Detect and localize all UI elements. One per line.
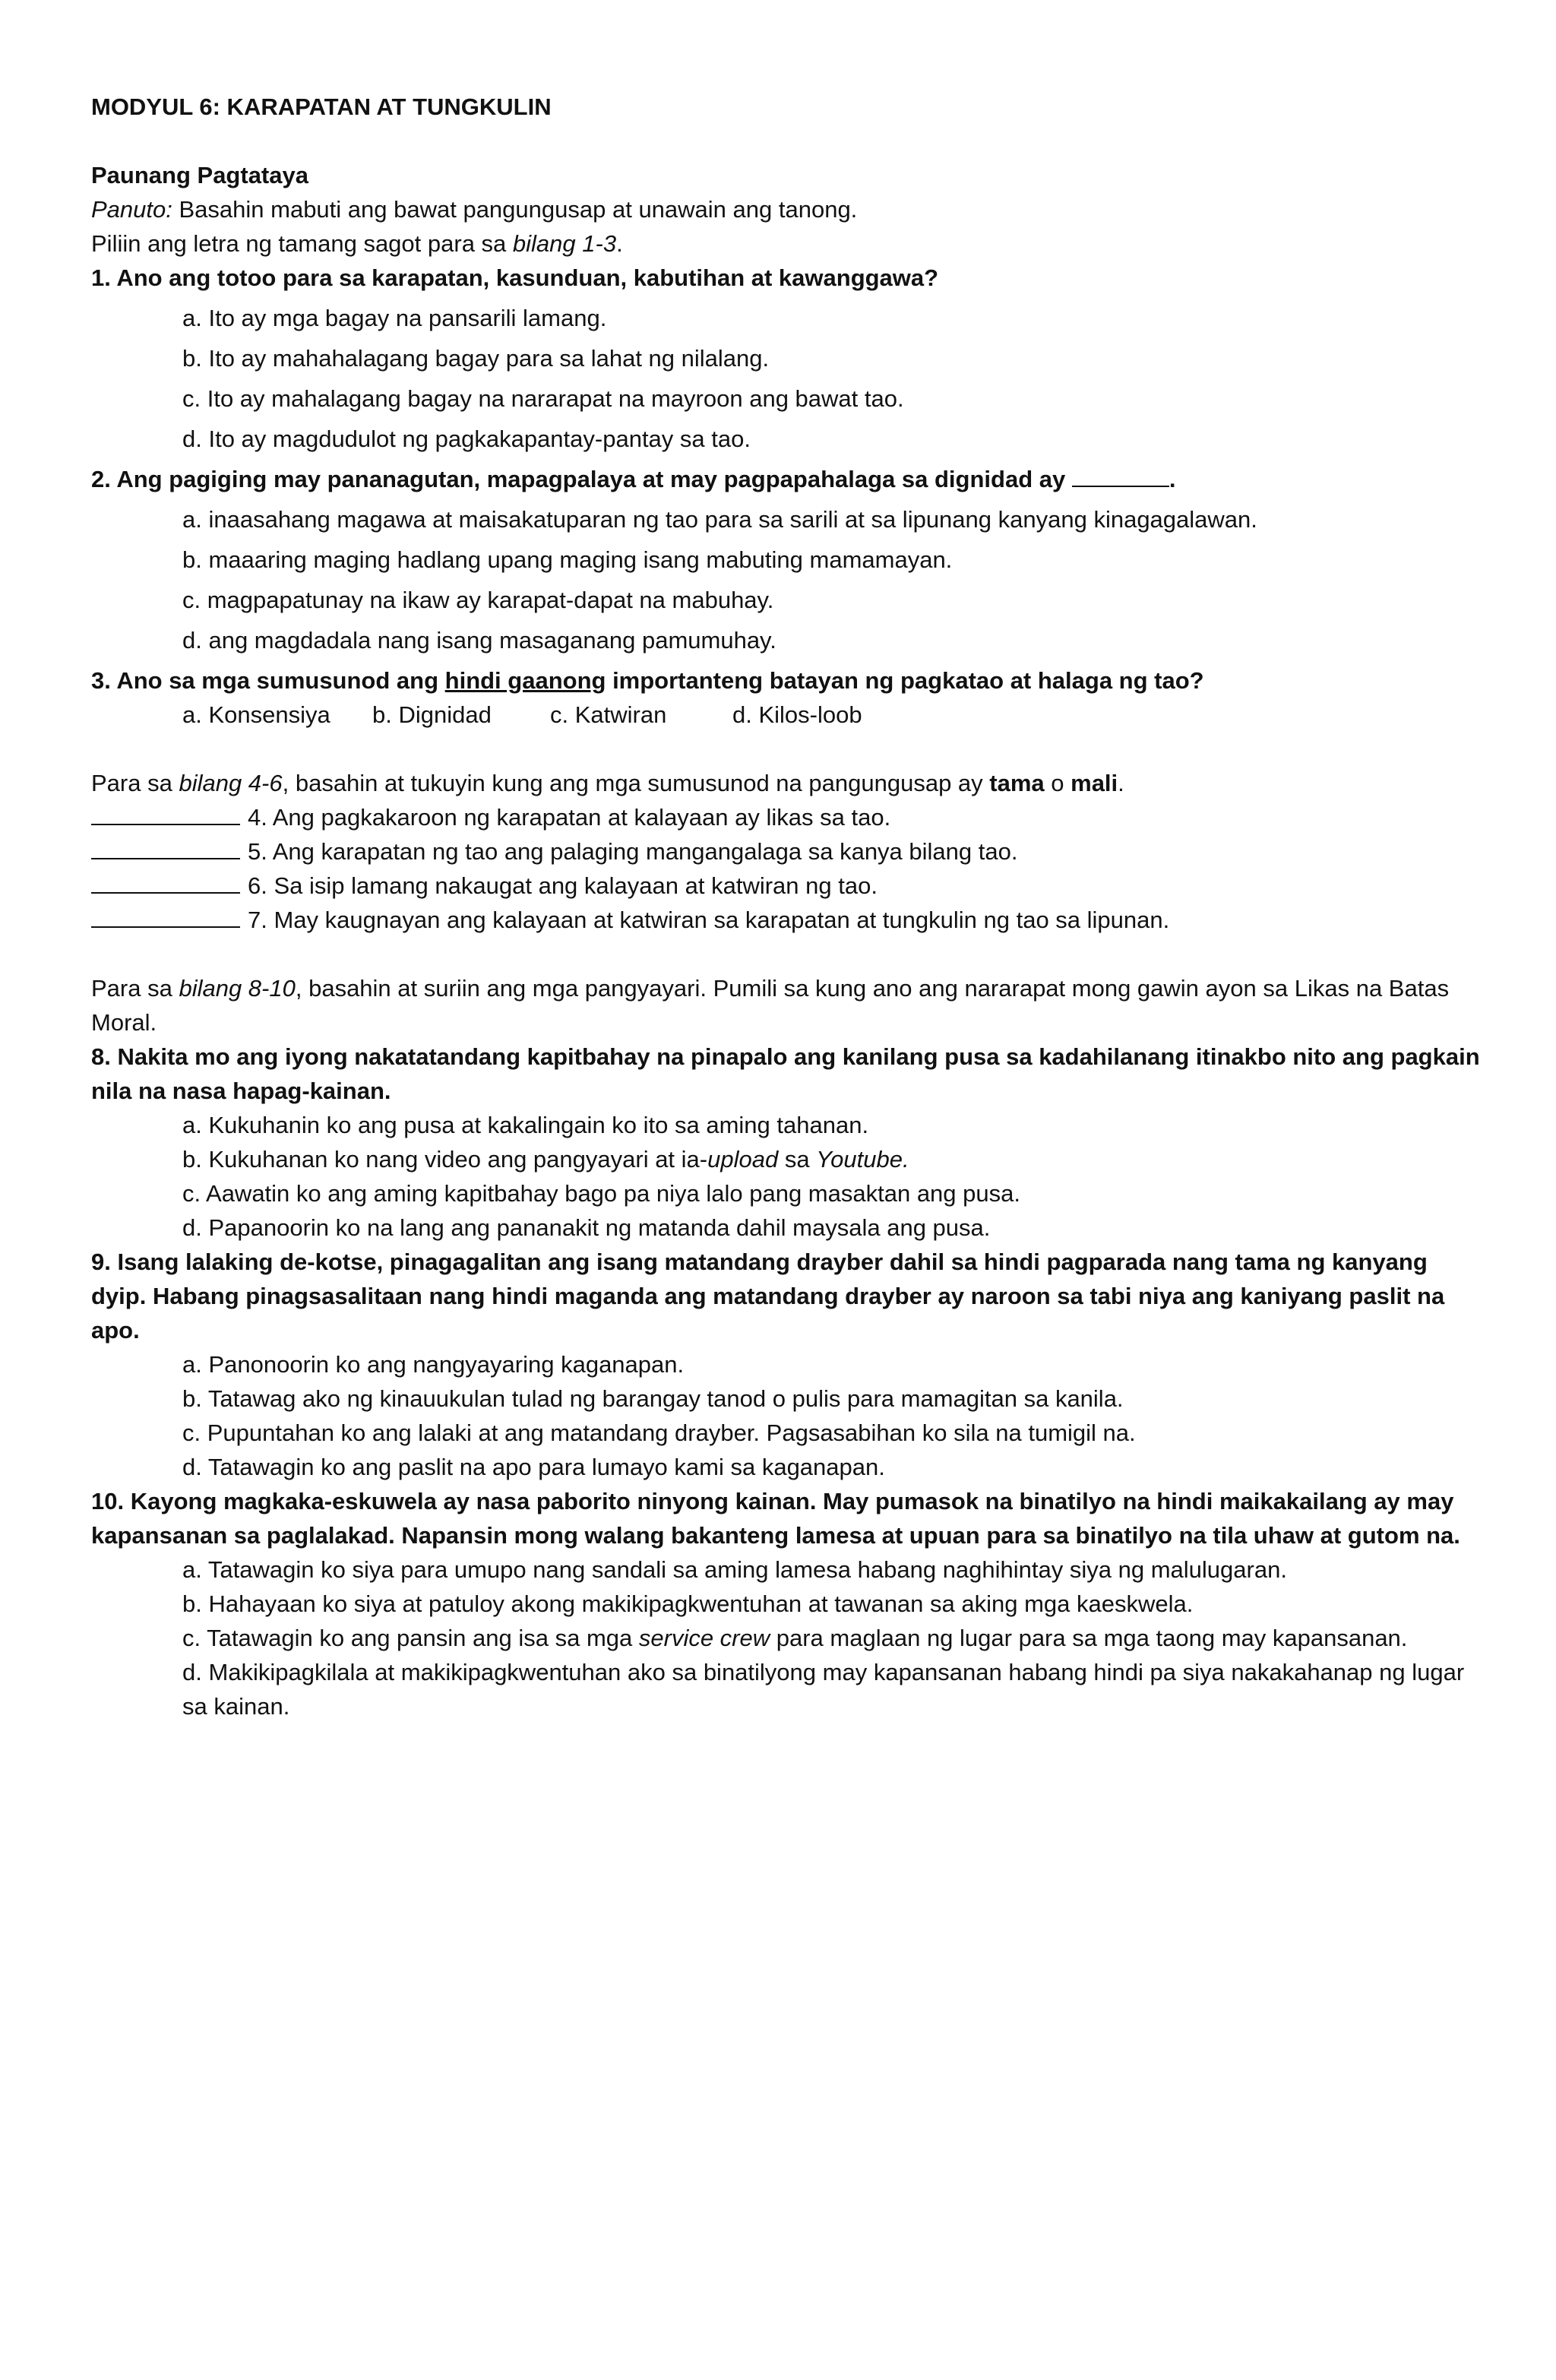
instruction-text: Basahin mabuti ang bawat pangungusap at unawain ang tanong. bbox=[172, 196, 858, 223]
spacer bbox=[91, 937, 1482, 971]
choice-3d: d. Kilos-loob bbox=[732, 701, 862, 728]
question-3-pre: 3. Ano sa mga sumusunod ang bbox=[91, 667, 445, 694]
tf-item-text: 4. Ang pagkakaroon ng karapatan at kalayaan ay likas sa tao. bbox=[248, 804, 891, 831]
choice-10b: b. Hahayaan ko siya at patuloy akong makikipagkwentuhan at tawanan sa aking mga kaeskwela. bbox=[182, 1590, 1194, 1617]
tf-item-6 bbox=[91, 869, 1482, 903]
choice-2a: a. inaasahang magawa at maisakatuparan ng tao para sa sarili at sa lipunang kanyang kinagagalawan. bbox=[182, 506, 1257, 533]
document-page bbox=[91, 90, 1482, 1723]
choice-8c: c. Aawatin ko ang aming kapitbahay bago pa niya lalo pang masaktan ang pusa. bbox=[182, 1180, 1020, 1207]
question-2 bbox=[91, 462, 1482, 496]
spacer bbox=[91, 732, 1482, 766]
question-2-text: 2. Ang pagiging may pananagutan, mapagpalaya at may pagpapahalaga sa dignidad ay bbox=[91, 466, 1072, 492]
choice-2d: d. ang magdadala nang isang masaganang pamumuhay. bbox=[182, 627, 776, 654]
choice-10c bbox=[182, 1621, 1482, 1655]
tf-instructions bbox=[91, 766, 1482, 800]
tf-intro-o: o bbox=[1044, 770, 1071, 796]
choice-1c: c. Ito ay mahalagang bagay na nararapat na mayroon ang bawat tao. bbox=[182, 385, 904, 412]
situational-intro-pre: Para sa bbox=[91, 975, 179, 1002]
choice-8b-pre: b. Kukuhanan ko nang video ang pangyayari at ia- bbox=[182, 1146, 708, 1173]
situational-instructions bbox=[91, 971, 1482, 1040]
tf-item-text: 5. Ang karapatan ng tao ang palaging mangangalaga sa kanya bilang tao. bbox=[248, 838, 1018, 865]
tf-intro-tama: tama bbox=[989, 770, 1045, 796]
answer-blank bbox=[91, 837, 240, 859]
answer-blank bbox=[91, 802, 240, 825]
question-3-choices bbox=[182, 698, 1482, 732]
question-1-choices bbox=[182, 301, 1482, 456]
question-2-end: . bbox=[1169, 466, 1176, 492]
question-2-choices bbox=[182, 502, 1482, 657]
choice-3a: a. Konsensiya bbox=[182, 701, 330, 728]
choice-2b: b. maaaring maging hadlang upang maging isang mabuting mamamayan. bbox=[182, 546, 953, 573]
situational-intro-range: bilang 8-10 bbox=[179, 975, 296, 1002]
choice-10c-pre: c. Tatawagin ko ang pansin ang isa sa mga bbox=[182, 1625, 639, 1651]
choice-8b-youtube: Youtube. bbox=[816, 1146, 909, 1173]
choice-8b bbox=[182, 1142, 1482, 1176]
tf-intro-pre: Para sa bbox=[91, 770, 179, 796]
question-9: 9. Isang lalaking de-kotse, pinagagalitan ang isang matandang drayber dahil sa hindi pagparada nang tama ng kanyang dyip. Habang pinagsasalitaan nang hindi maganda ang matandang drayber ay naroon sa tabi niya ang kaniyang paslit na apo. bbox=[91, 1249, 1445, 1343]
instruction-label: Panuto: bbox=[91, 196, 172, 223]
choice-1d: d. Ito ay magdudulot ng pagkakapantay-pantay sa tao. bbox=[182, 426, 751, 452]
tf-item-4 bbox=[91, 800, 1482, 834]
tf-intro-range: bilang 4-6 bbox=[179, 770, 283, 796]
tf-item-text: 6. Sa isip lamang nakaugat ang kalayaan at katwiran ng tao. bbox=[248, 872, 878, 899]
question-8-choices bbox=[182, 1108, 1482, 1245]
choice-10c-post: para maglaan ng lugar para sa mga taong may kapansanan. bbox=[770, 1625, 1408, 1651]
situational-intro-post: , basahin at suriin ang mga pangyayari. Pumili sa kung ano ang nararapat mong gawin ayon sa Likas na Batas Moral. bbox=[91, 975, 1450, 1036]
answer-blank bbox=[91, 905, 240, 928]
choice-9c: c. Pupuntahan ko ang lalaki at ang matandang drayber. Pagsasabihan ko sila na tumigil na. bbox=[182, 1419, 1136, 1446]
module-title: MODYUL 6: KARAPATAN AT TUNGKULIN bbox=[91, 93, 552, 120]
choice-9b: b. Tatawag ako ng kinauukulan tulad ng barangay tanod o pulis para mamagitan sa kanila. bbox=[182, 1385, 1124, 1412]
choice-1b: b. Ito ay mahahalagang bagay para sa lahat ng nilalang. bbox=[182, 345, 770, 372]
choice-10c-service-crew: service crew bbox=[638, 1625, 770, 1651]
question-1: 1. Ano ang totoo para sa karapatan, kasunduan, kabutihan at kawanggawa? bbox=[91, 264, 939, 291]
instruction2-end: . bbox=[616, 230, 623, 257]
tf-intro-end: . bbox=[1118, 770, 1124, 796]
pretest-heading: Paunang Pagtataya bbox=[91, 162, 308, 188]
choice-8b-upload: upload bbox=[707, 1146, 779, 1173]
tf-item-7 bbox=[91, 903, 1482, 937]
question-9-choices bbox=[182, 1347, 1482, 1484]
instruction2-range: bilang 1-3 bbox=[512, 230, 617, 257]
question-8: 8. Nakita mo ang iyong nakatatandang kapitbahay na pinapalo ang kanilang pusa sa kadahilanang itinakbo nito ang pagkain nila na nasa hapag-kainan. bbox=[91, 1043, 1480, 1104]
question-3-underlined: hindi gaanong bbox=[444, 667, 606, 694]
instruction2-text: Piliin ang letra ng tamang sagot para sa bbox=[91, 230, 513, 257]
choice-10a: a. Tatawagin ko siya para umupo nang sandali sa aming lamesa habang naghihintay siya ng malulugaran. bbox=[182, 1556, 1287, 1583]
answer-blank bbox=[1072, 464, 1169, 487]
choice-10d: d. Makikipagkilala at makikipagkwentuhan ako sa binatilyong may kapansanan habang hindi pa siya nakakahanap ng lugar sa kainan. bbox=[182, 1659, 1465, 1720]
instruction-line bbox=[91, 192, 1482, 226]
question-3-post: importanteng batayan ng pagkatao at halaga ng tao? bbox=[606, 667, 1204, 694]
choice-8d: d. Papanoorin ko na lang ang pananakit ng matanda dahil maysala ang pusa. bbox=[182, 1214, 991, 1241]
question-10: 10. Kayong magkaka-eskuwela ay nasa paborito ninyong kainan. May pumasok na binatilyo na hindi maikakailang ay may kapansanan sa paglalakad. Napansin mong walang bakanteng lamesa at upuan para sa binatilyo na tila uhaw at gutom na. bbox=[91, 1488, 1460, 1549]
question-10-choices bbox=[182, 1552, 1482, 1723]
choice-1a: a. Ito ay mga bagay na pansarili lamang. bbox=[182, 305, 607, 331]
choice-8a: a. Kukuhanin ko ang pusa at kakalingain ko ito sa aming tahanan. bbox=[182, 1112, 869, 1138]
tf-intro-mali: mali bbox=[1071, 770, 1118, 796]
instruction-line-2 bbox=[91, 226, 1482, 261]
choice-8b-mid: sa bbox=[778, 1146, 817, 1173]
tf-item-text: 7. May kaugnayan ang kalayaan at katwiran sa karapatan at tungkulin ng tao sa lipunan. bbox=[248, 907, 1170, 933]
choice-9a: a. Panonoorin ko ang nangyayaring kaganapan. bbox=[182, 1351, 685, 1378]
choice-3c: c. Katwiran bbox=[550, 701, 667, 728]
question-3 bbox=[91, 663, 1482, 698]
choice-3b: b. Dignidad bbox=[372, 701, 492, 728]
tf-intro-mid: , basahin at tukuyin kung ang mga sumusunod na pangungusap ay bbox=[282, 770, 990, 796]
tf-item-5 bbox=[91, 834, 1482, 869]
choice-2c: c. magpapatunay na ikaw ay karapat-dapat na mabuhay. bbox=[182, 587, 774, 613]
answer-blank bbox=[91, 871, 240, 894]
choice-9d: d. Tatawagin ko ang paslit na apo para lumayo kami sa kaganapan. bbox=[182, 1454, 885, 1480]
